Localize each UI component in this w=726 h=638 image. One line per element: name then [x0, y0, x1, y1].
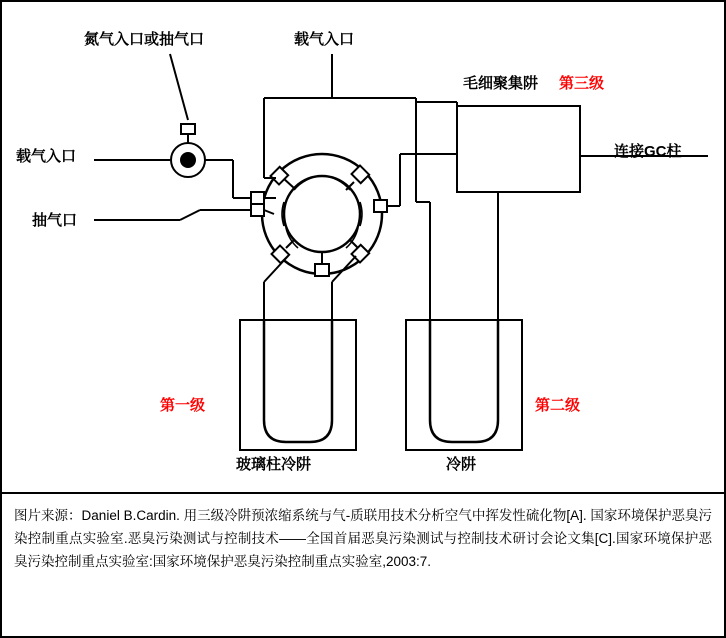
label-glass-column-cold-trap: 玻璃柱冷阱	[236, 456, 312, 473]
flow-diagram-svg	[2, 2, 724, 492]
label-cold-trap: 冷阱	[446, 456, 477, 473]
line-vacuum-diag	[180, 210, 200, 220]
label-stage-one: 第一级	[160, 397, 206, 414]
capillary-trap-box-icon	[457, 106, 580, 192]
port-square-icon-1	[251, 192, 264, 204]
diagram-canvas	[2, 2, 724, 492]
label-carrier-gas-inlet-left: 载气入口	[16, 148, 77, 165]
label-stage-two: 第二级	[535, 397, 581, 414]
label-nitrogen-inlet: 氮气入口或抽气口	[84, 31, 205, 48]
label-vacuum-port: 抽气口	[32, 212, 78, 229]
label-capillary-trap: 毛细聚集阱	[463, 75, 539, 92]
valve-actuator-icon	[181, 124, 195, 134]
label-connect-gc-column: 连接GC柱	[614, 143, 682, 160]
label-carrier-gas-inlet-top: 载气入口	[294, 31, 355, 48]
port-square-icon-8	[315, 264, 329, 276]
stage-one-outer-box	[240, 320, 356, 450]
port-square-icon-2	[251, 204, 264, 216]
rotary-valve-hub-icon	[180, 152, 196, 168]
image-source-caption: 图片来源：Daniel B.Cardin. 用三级冷阱预浓缩系统与气-质联用技术分析空气中挥发性硫化物[A]. 国家环境保护恶臭污染控制重点实验室.恶臭污染测试与控制技术——全国首届恶臭污染测试与控制技术研讨会论文集[C].国家环境保护恶臭污染控制重点实验室:国家环境保护恶臭污染控制重点实验室,2003:7.	[14, 508, 712, 570]
leader-nitrogen-inlet	[170, 54, 188, 120]
port-square-icon-5	[374, 200, 387, 212]
line-stage1-left-diag	[264, 256, 288, 282]
stage-two-outer-box	[406, 320, 522, 450]
label-stage-three: 第三级	[559, 75, 605, 92]
